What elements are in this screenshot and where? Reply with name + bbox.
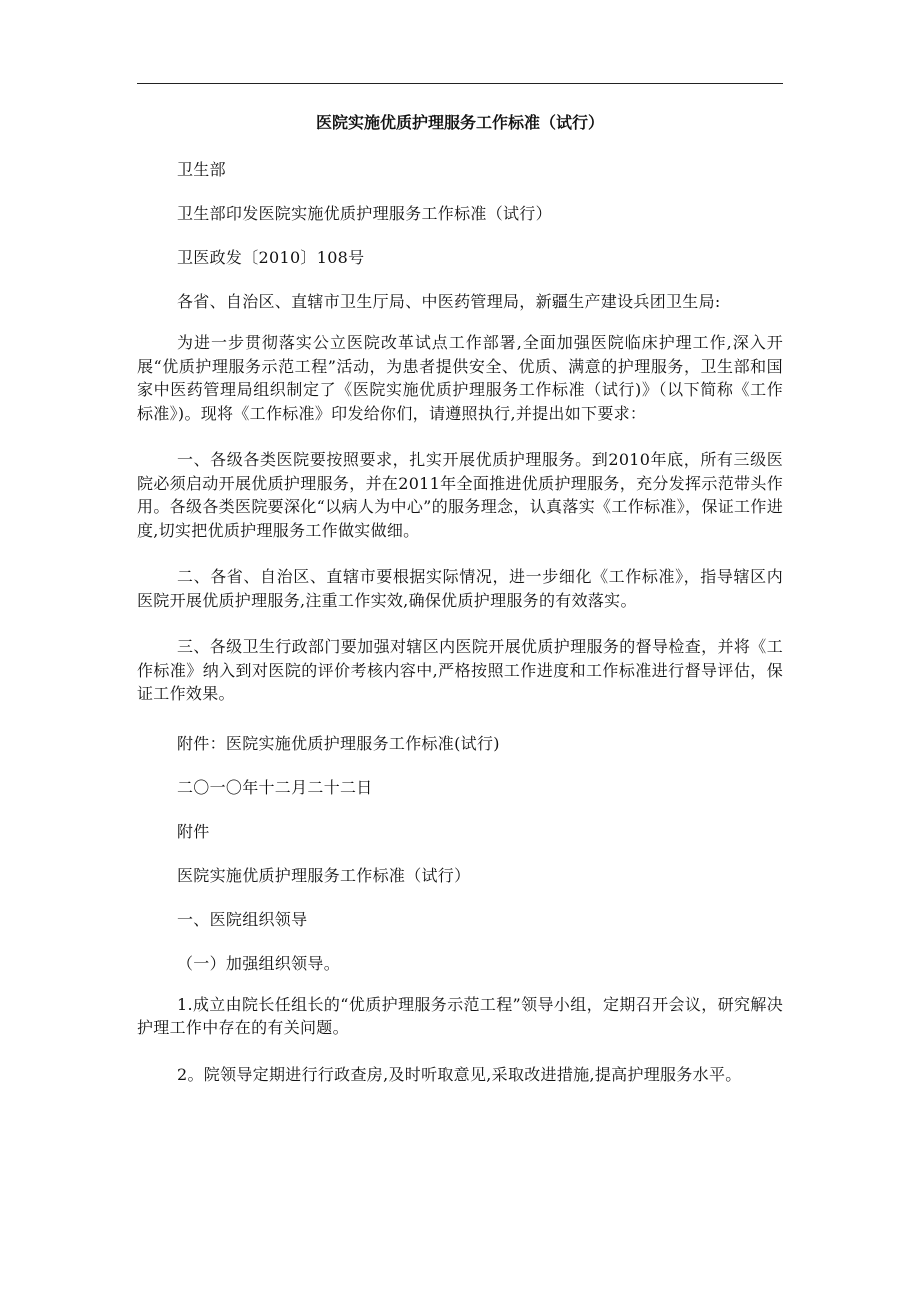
attachment-title: 医院实施优质护理服务工作标准（试行） [177, 865, 471, 885]
requirement-3: 三、各级卫生行政部门要加强对辖区内医院开展优质护理服务的督导检查，并将《工作标准》纳入到对医院的评价考核内容中,严格按照工作进度和工作标准进行督导评估，保证工作效果。 [137, 637, 783, 703]
recipients: 各省、自治区、直辖市卫生厅局、中医药管理局，新疆生产建设兵团卫生局: [177, 292, 721, 311]
issuer: 卫生部 [177, 160, 226, 179]
document-number: 卫医政发〔2010〕108号 [177, 248, 365, 267]
attachment-note: 附件：医院实施优质护理服务工作标准(试行) [177, 733, 500, 753]
body-paragraph: 为进一步贯彻落实公立医院改革试点工作部署,全面加强医院临床护理工作,深入开展“优质护理服务示范工程”活动，为患者提供安全、优质、满意的护理服务，卫生部和国家中医药管理局组织制定了《医院实施优质护理服务工作标准（试行)》（以下简称《工作标准》)。现将《工作标准》印发给你们，请遵照执行,并提出如下要求： [137, 333, 783, 423]
issue-date: 二〇一〇年十二月二十二日 [177, 777, 373, 797]
item-2: 2。院领导定期进行行政查房,及时听取意见,采取改进措施,提高护理服务水平。 [177, 1064, 742, 1084]
document-body [137, 108, 783, 1109]
item-1: 1.成立由院长任组长的“优质护理服务示范工程”领导小组，定期召开会议，研究解决护理工作中存在的有关问题。 [137, 994, 783, 1037]
attachment-label: 附件 [177, 821, 210, 841]
requirement-1: 一、各级各类医院要按照要求，扎实开展优质护理服务。到2010年底，所有三级医院必须启动开展优质护理服务，并在2011年全面推进优质护理服务，充分发挥示范带头作用。各级各类医院要深化“以病人为中心”的服务理念，认真落实《工作标准》，保证工作进度,切实把优质护理服务工作做实做细。 [137, 450, 783, 540]
section-heading: 一、医院组织领导 [177, 909, 308, 929]
notice-title: 卫生部印发医院实施优质护理服务工作标准（试行） [177, 204, 552, 223]
header-rule [137, 83, 783, 84]
document-title: 医院实施优质护理服务工作标准（试行） [315, 113, 604, 132]
requirement-2: 二、各省、自治区、直辖市要根据实际情况，进一步细化《工作标准》，指导辖区内医院开展优质护理服务,注重工作实效,确保优质护理服务的有效落实。 [137, 567, 783, 610]
subsection-heading: （一）加强组织领导。 [177, 953, 341, 973]
